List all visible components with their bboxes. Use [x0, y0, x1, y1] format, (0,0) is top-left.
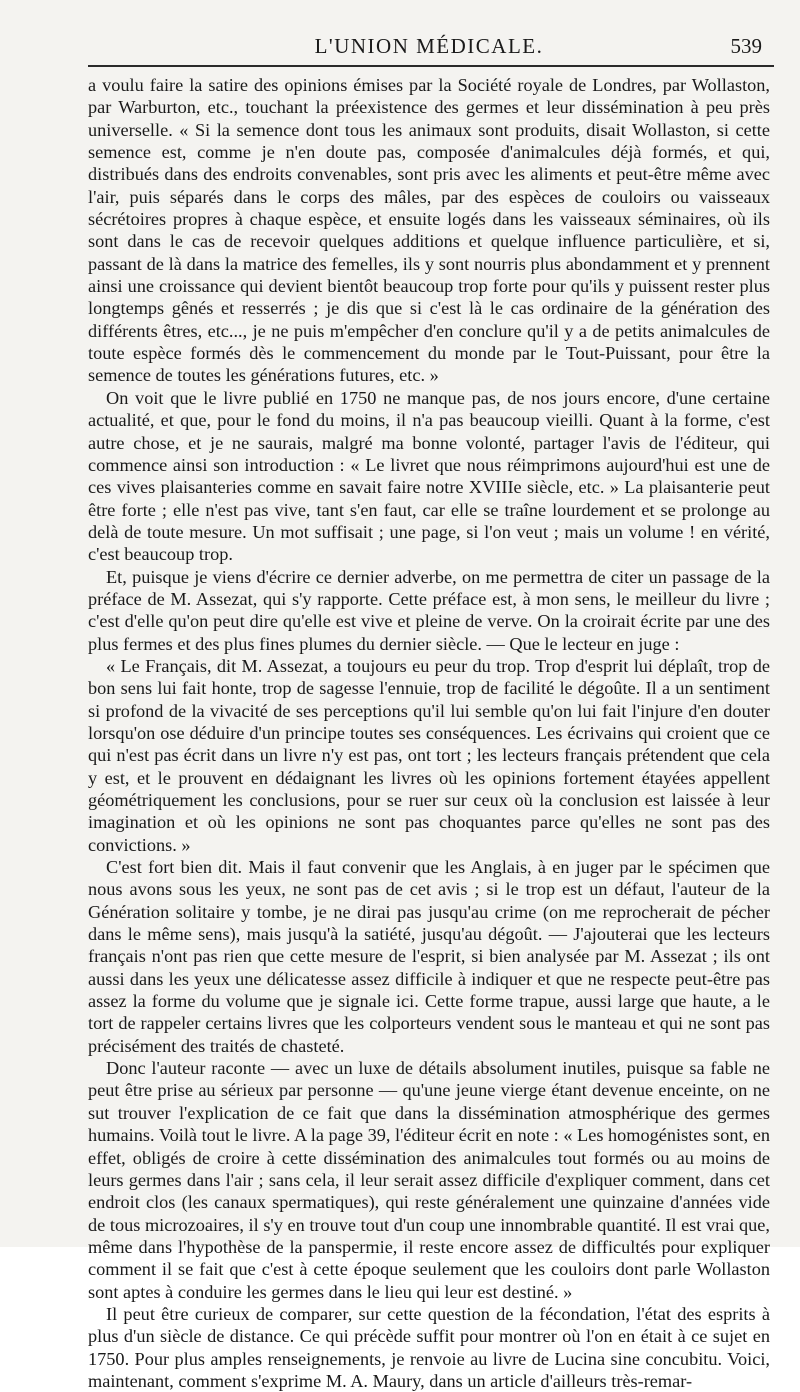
paragraph-assezat-quote: « Le Français, dit M. Assezat, a toujours eu peur du trop. Trop d'esprit lui déplaît, trop de bon sens lui fait honte, trop de sagesse l'ennuie, trop de facilité le dégoûte. Il a un sentiment si profond de la vivacité de ses perceptions qu'il lui semble qu'on lui fait l'injure d'en douter lorsqu'on ose déduire d'un principe toutes ses conséquences. Les écrivains qui croient que ce qui n'est pas écrit dans un livre n'y est pas, ont tort ; les lecteurs français prétendent que cela y est, et le prouvent en dédaignant les livres où les opinions fortement étayées appellent géométriquement les conclusions, pour se ruer sur ceux où la conclusion est laissée à leur imagination et où les opinions ne sont pas choquantes parce qu'elles ne sont pas des convictions. »	[88, 655, 770, 855]
page-header	[88, 26, 770, 66]
paragraph-fecondation: Il peut être curieux de comparer, sur cette question de la fécondation, l'état des esprits à plus d'un siècle de distance. Ce qui précède suffit pour montrer où l'on en était à ce sujet en 1750. Pour plus amples renseignements, je renvoie au livre de Lucina sine concubitu. Voici, maintenant, comment s'exprime M. A. Maury, dans un article d'ailleurs très-remar-	[88, 1303, 770, 1391]
header-rule	[88, 65, 774, 67]
body-text	[88, 74, 770, 1392]
running-title: L'UNION MÉDICALE.	[314, 34, 544, 58]
page-number: 539	[730, 34, 762, 58]
paragraph-actualite: On voit que le livre publié en 1750 ne manque pas, de nos jours encore, d'une certaine actualité, et que, pour le fond du moins, il n'a pas beaucoup vieilli. Quant à la forme, c'est autre chose, et je ne saurais, malgré ma bonne volonté, partager l'avis de l'éditeur, qui commence ainsi son introduction : « Le livret que nous réimprimons aujourd'hui est une de ces vives plaisanteries comme en savait faire notre XVIIIe siècle, etc. » La plaisanterie peut être forte ; elle n'est pas vive, tant s'en faut, car elle se traîne lourdement et se prolonge au delà de toute mesure. Un mot suffisait ; une page, si l'on veut ; mais un volume ! en vérité, c'est beaucoup trop.	[88, 387, 770, 565]
paragraph-anglais: C'est fort bien dit. Mais il faut convenir que les Anglais, à en juger par le spécimen que nous avons sous les yeux, ne sont pas de cet avis ; si le trop est un défaut, l'auteur de la Génération solitaire y tombe, je ne dirai pas jusqu'au crime (on me reprocherait de pécher dans le même sens), mais jusqu'à la satiété, jusqu'au dégoût. — J'ajouterai que les lecteurs français n'ont pas rien que cette mesure de l'esprit, si bien analysée par M. Assezat ; ils ont aussi dans les yeux une délicatesse assez difficile à indiquer et que ne respecte peut-être pas assez la forme du volume que je signale ici. Cette forme trapue, aussi large que haute, a le tort de rappeler certains livres que les colporteurs vendent sous le manteau et qui ne sont pas précisément des traités de chasteté.	[88, 857, 770, 1056]
paragraph-wollaston: a voulu faire la satire des opinions émises par la Société royale de Londres, par Wollaston, par Warburton, etc., touchant la préexistence des germes et leur dissémination à peu près universelle. « Si la semence dont tous les animaux sont produits, disait Wollaston, si cette semence est, comme je n'en doute pas, composée d'animalcules déjà formés, et qui, distribués dans des endroits convenables, sont pris avec les aliments et peut-être même avec l'air, puis séparés dans le corps des mâles, par des espèces de couloirs ou vaisseaux sécrétoires propres à chaque espèce, et ensuite logés dans les vaisseaux séminaires, où ils sont dans le cas de recevoir quelques additions et quelque influence particulière, et si, passant de là dans la matrice des femelles, ils y sont nourris plus abondamment et y prennent ainsi une croissance qui devient bientôt beaucoup trop forte pour qu'ils y puissent rester plus longtemps gênés et resserrés ; je dis que si c'est là le cas ordinaire de la génération des différents êtres, etc..., je ne puis m'empêcher d'en conclure qu'il y a de petits animalcules de toute espèce formés dès le commencement du monde par le Tout-Puissant, pour être la semence de toutes les générations futures, etc. »	[88, 75, 770, 386]
paragraph-auteur-raconte: Donc l'auteur raconte — avec un luxe de détails absolument inutiles, puisque sa fable ne peut être prise au sérieux par personne — qu'une jeune vierge étant devenue enceinte, on ne sut trouver l'explication de ce fait que dans la dissémination atmosphérique des germes humains. Voilà tout le livre. A la page 39, l'éditeur écrit en note : « Les homogénistes sont, en effet, obligés de croire à cette dissémination des animalcules tout formés ou au moins de leurs germes dans l'air ; sans cela, il leur serait assez difficile d'expliquer comment, dans cet endroit clos (les canaux spermatiques), qui reste généralement une quinzaine d'années vide de tous microzoaires, il s'y en trouve tout d'un coup une innombrable quantité. Il est vrai que, même dans l'hypothèse de la panspermie, il reste encore assez de difficultés pour expliquer comment il se fait que c'est à cette époque seulement que les couloirs dont parle Wollaston sont aptes à conduire les germes dans le lieu qui leur est destiné. »	[88, 1058, 770, 1302]
paragraph-preface: Et, puisque je viens d'écrire ce dernier adverbe, on me permettra de citer un passage de la préface de M. Assezat, qui s'y rapporte. Cette préface est, à mon sens, le meilleur du livre ; c'est d'elle qu'on peut dire qu'elle est vive et pleine de verve. On la croirait écrite par une des plus fermes et des plus fines plumes du dernier siècle. — Que le lecteur en juge :	[88, 566, 770, 654]
